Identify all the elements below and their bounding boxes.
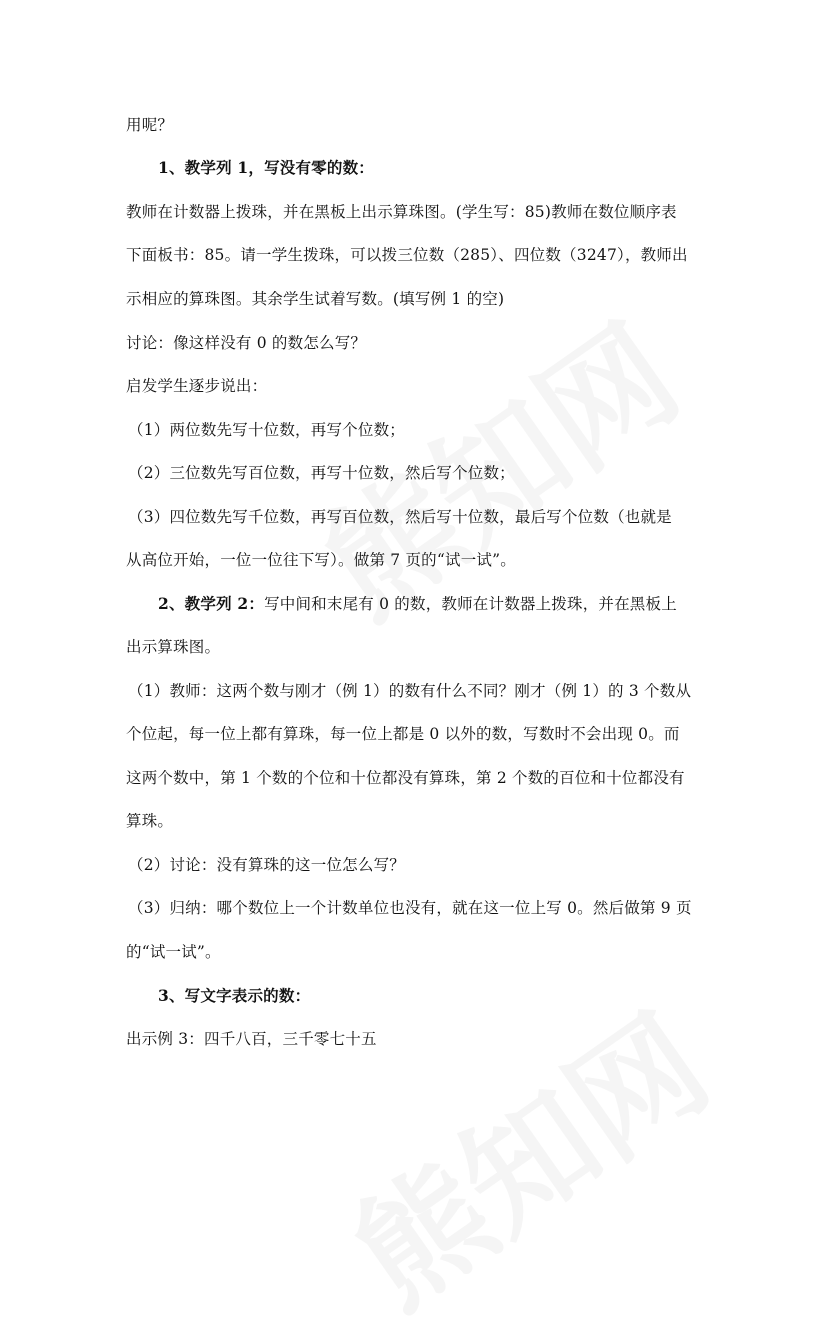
text-line: 从高位开始，一位一位往下写）。做第 7 页的“试一试”。 <box>126 551 516 569</box>
section-heading-3: 3、写文字表示的数： <box>158 986 311 1005</box>
text-line: 下面板书：85。请一学生拨珠，可以拨三位数（285）、四位数（3247），教师出 <box>126 246 688 264</box>
text-line: 的“试一试”。 <box>126 943 221 961</box>
text-line: 出示例 3：四千八百，三千零七十五 <box>126 1030 377 1048</box>
list-item: （1）两位数先写十位数，再写个位数； <box>128 421 405 439</box>
section-heading-1: 1、教学列 1，写没有零的数： <box>158 158 374 177</box>
list-item: （2）三位数先写百位数，再写十位数，然后写个位数； <box>128 464 515 482</box>
text-line: 这两个数中，第 1 个数的个位和十位都没有算珠，第 2 个数的百位和十位都没有 <box>126 769 685 787</box>
text-line: 教师在计数器上拨珠，并在黑板上出示算珠图。(学生写：85)教师在数位顺序表 <box>126 203 677 221</box>
list-item: （1）教师：这两个数与刚才（例 1）的数有什么不同？刚才（例 1）的 3 个数从 <box>128 682 692 700</box>
section-heading-2: 2、教学列 2： <box>158 594 265 613</box>
list-item: （3）归纳：哪个数位上一个计数单位也没有，就在这一位上写 0。然后做第 9 页 <box>128 899 692 917</box>
watermark <box>312 965 739 1342</box>
list-item: （3）四位数先写千位数，再写百位数，然后写十位数，最后写个位数（也就是 <box>128 508 672 526</box>
text-line: 用呢？ <box>126 116 174 134</box>
text-line: 算珠。 <box>126 812 174 830</box>
text-line: 出示算珠图。 <box>126 638 221 656</box>
list-item: （2）讨论：没有算珠的这一位怎么写？ <box>128 856 405 874</box>
text-line: 启发学生逐步说出： <box>126 377 268 395</box>
text-line: 示相应的算珠图。其余学生试着写数。(填写例 1 的空) <box>126 290 505 308</box>
text-line: 个位起，每一位上都有算珠，每一位上都是 0 以外的数，写数时不会出现 0。而 <box>126 725 680 743</box>
section-heading-2-line <box>158 594 677 614</box>
text-line: 讨论：像这样没有 0 的数怎么写？ <box>126 334 367 352</box>
section-heading-2-text: 写中间和末尾有 0 的数，教师在计数器上拨珠，并在黑板上 <box>264 595 677 613</box>
